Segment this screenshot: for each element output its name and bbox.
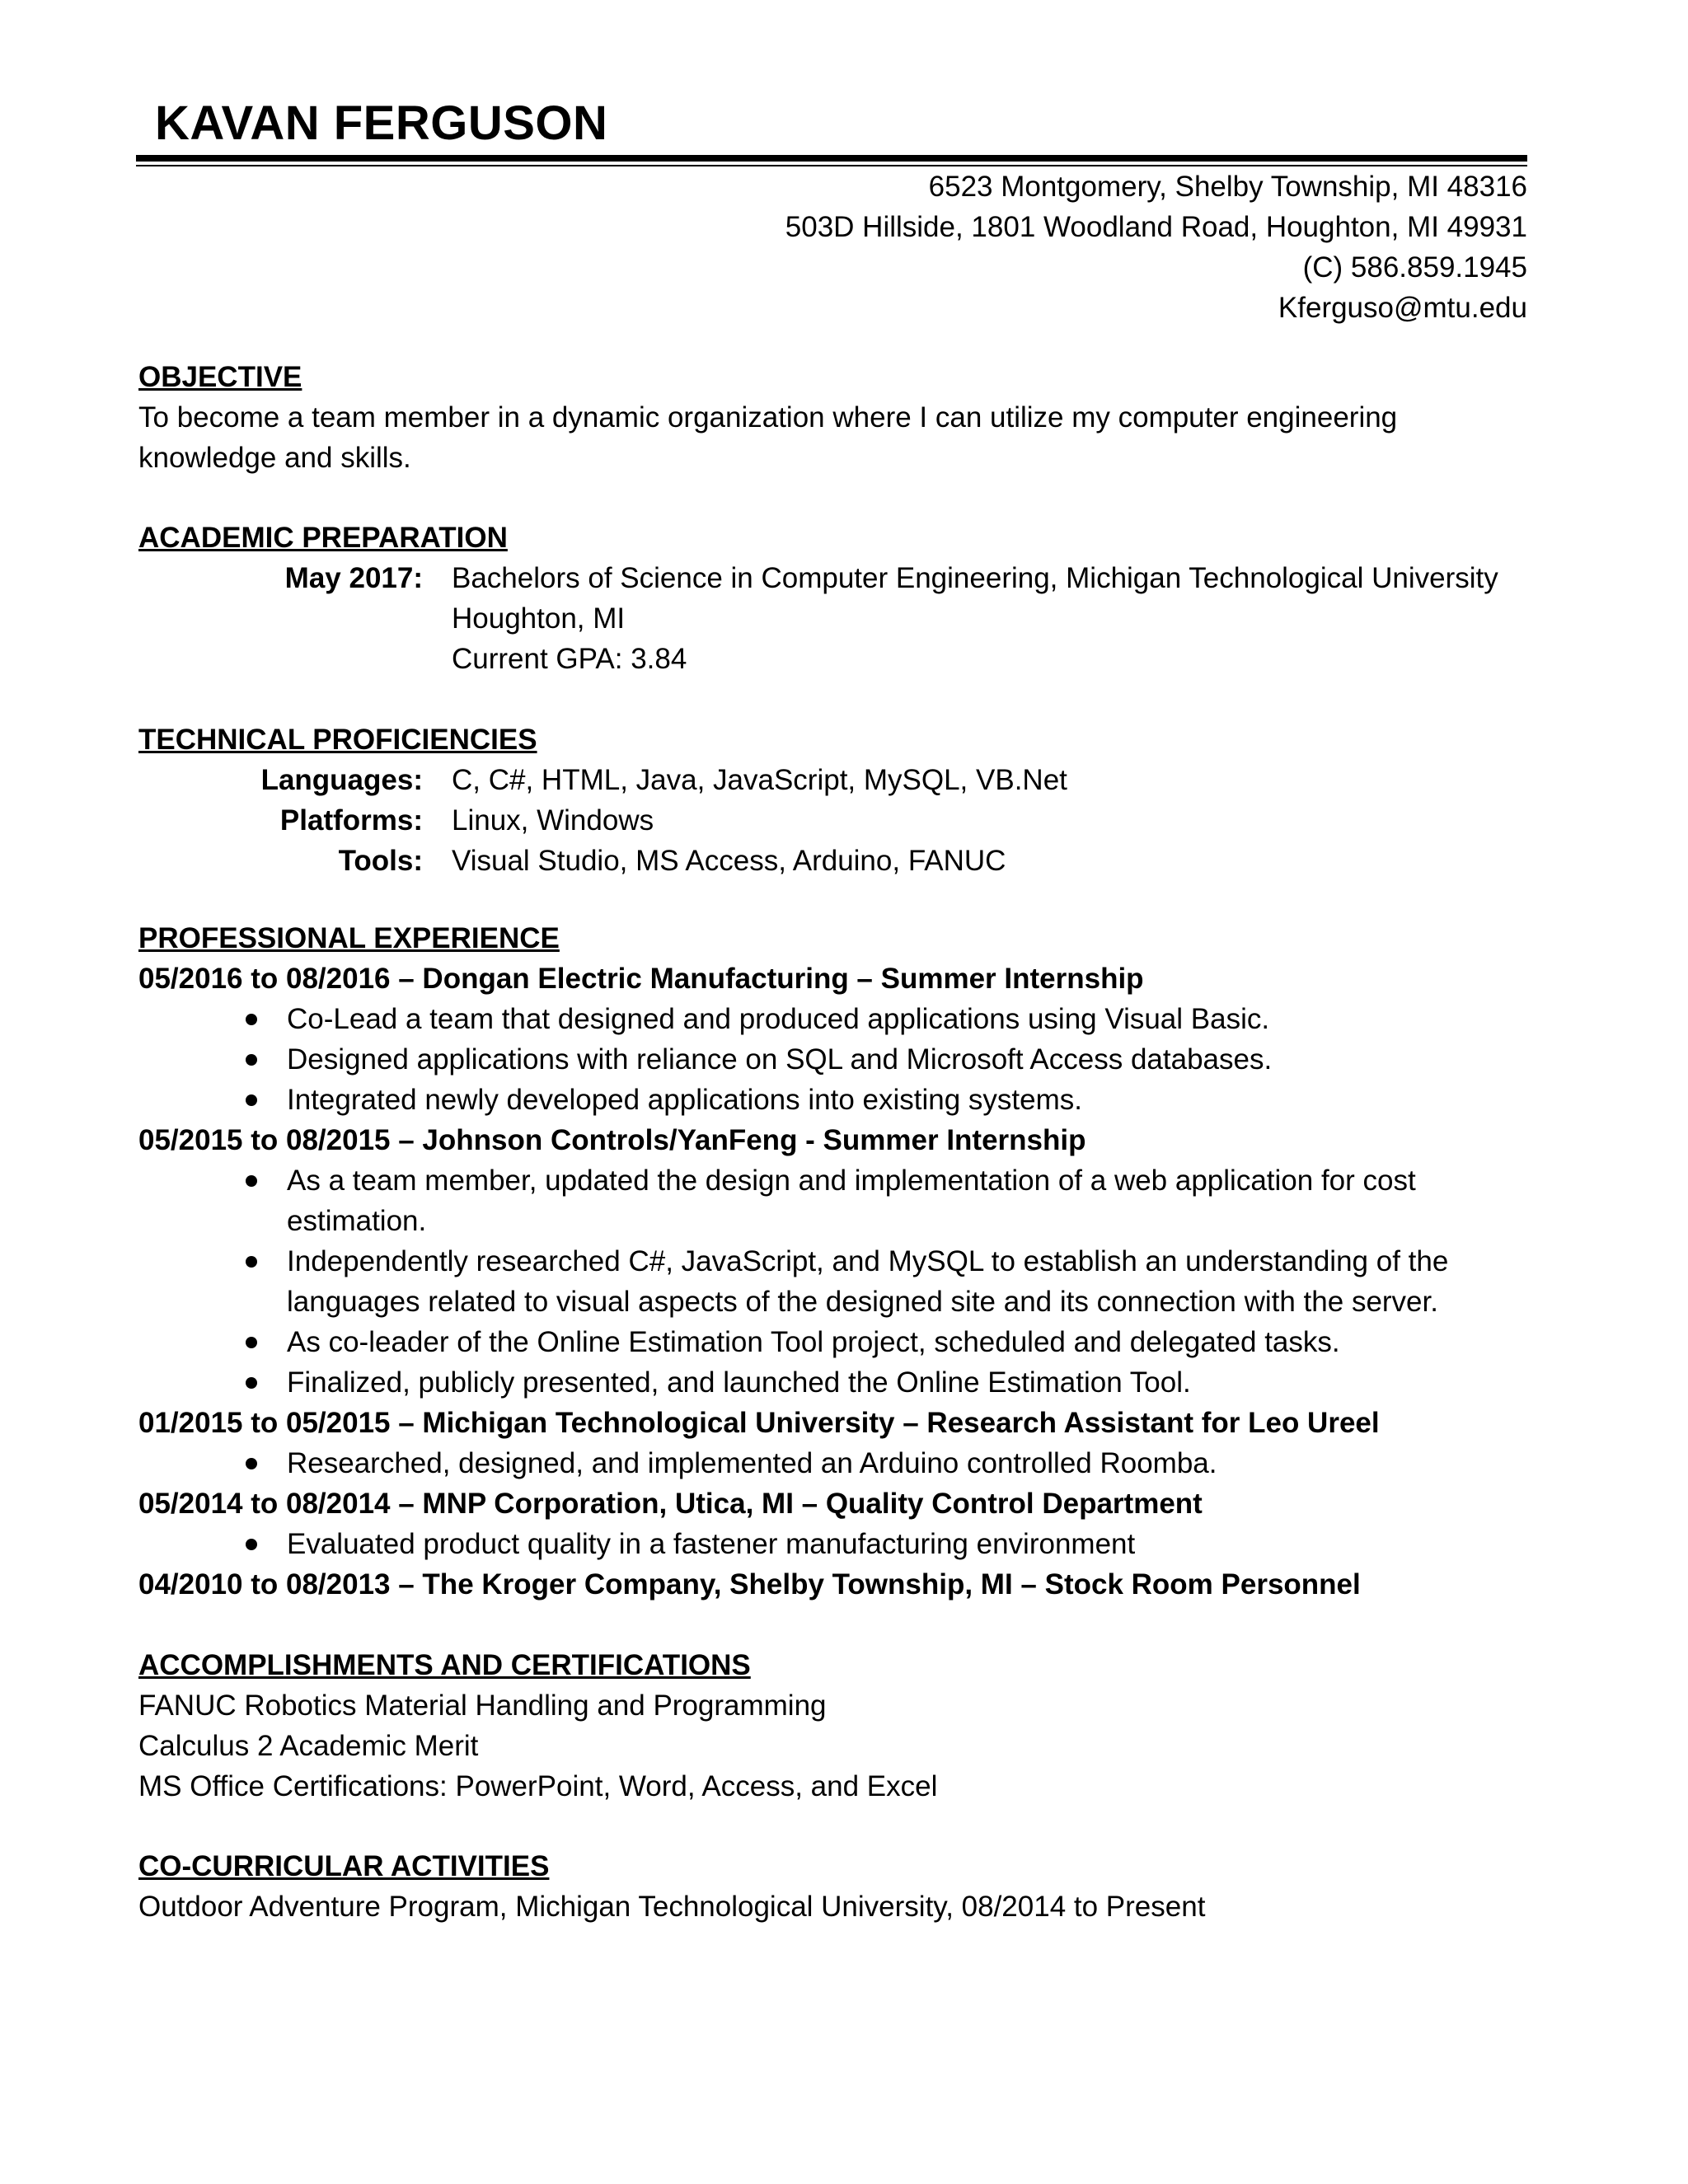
academic-date: May 2017: bbox=[284, 562, 423, 594]
bullet-text: Evaluated product quality in a fastener manufacturing environment bbox=[287, 1528, 1136, 1560]
bullet-icon bbox=[246, 1377, 257, 1389]
accomplishment-item: MS Office Certifications: PowerPoint, Word, Access, and Excel bbox=[138, 1770, 938, 1802]
list-item bbox=[138, 1241, 1523, 1322]
technical-label: Tools: bbox=[338, 845, 423, 877]
job-title: 05/2014 to 08/2014 – MNP Corporation, Utica, MI – Quality Control Department bbox=[138, 1488, 1203, 1520]
candidate-name: KAVAN FERGUSON bbox=[155, 96, 608, 150]
list-item bbox=[138, 1322, 1523, 1362]
technical-row bbox=[138, 800, 1540, 841]
technical-value: C, C#, HTML, Java, JavaScript, MySQL, VB.Net bbox=[452, 764, 1067, 796]
bullet-text: Co-Lead a team that designed and produced applications using Visual Basic. bbox=[287, 1003, 1270, 1035]
technical-value: Visual Studio, MS Access, Arduino, FANUC bbox=[452, 845, 1006, 877]
academic-section bbox=[138, 518, 1540, 679]
job-title: 05/2015 to 08/2015 – Johnson Controls/YanFeng - Summer Internship bbox=[138, 1124, 1086, 1156]
bullet-icon bbox=[246, 1256, 257, 1268]
contact-block bbox=[785, 166, 1527, 328]
cocurricular-item: Outdoor Adventure Program, Michigan Technological University, 08/2014 to Present bbox=[138, 1891, 1206, 1923]
cocurricular-section bbox=[138, 1846, 1540, 1927]
accomplishments-section bbox=[138, 1645, 1540, 1807]
bullet-icon bbox=[246, 1539, 257, 1550]
list-item bbox=[138, 1160, 1523, 1241]
job-title: 05/2016 to 08/2016 – Dongan Electric Manufacturing – Summer Internship bbox=[138, 963, 1144, 995]
academic-degree: Bachelors of Science in Computer Engineering, Michigan Technological University bbox=[452, 562, 1498, 594]
bullet-text: As co-leader of the Online Estimation Tool project, scheduled and delegated tasks. bbox=[287, 1326, 1340, 1358]
contact-address-school: 503D Hillside, 1801 Woodland Road, Houghton, MI 49931 bbox=[785, 211, 1527, 243]
bullet-icon bbox=[246, 1175, 257, 1187]
bullet-text: Integrated newly developed applications into existing systems. bbox=[287, 1084, 1082, 1116]
header-rule-thick bbox=[136, 155, 1527, 162]
academic-row bbox=[138, 558, 1540, 598]
job-bullets bbox=[138, 1160, 1540, 1403]
objective-text: To become a team member in a dynamic organization where I can utilize my computer engineering knowledge and skills. bbox=[138, 401, 1398, 474]
job-bullets bbox=[138, 999, 1540, 1120]
list-item bbox=[138, 1443, 1523, 1483]
objective-heading: OBJECTIVE bbox=[138, 361, 302, 393]
job-title: 01/2015 to 05/2015 – Michigan Technological University – Research Assistant for Leo Ureel bbox=[138, 1407, 1380, 1439]
cocurricular-heading: CO-CURRICULAR ACTIVITIES bbox=[138, 1850, 550, 1882]
contact-address-home: 6523 Montgomery, Shelby Township, MI 48316 bbox=[928, 171, 1527, 203]
job-title: 04/2010 to 08/2013 – The Kroger Company, Shelby Township, MI – Stock Room Personnel bbox=[138, 1568, 1361, 1601]
list-item bbox=[138, 1362, 1523, 1403]
academic-gpa: Current GPA: 3.84 bbox=[452, 643, 687, 675]
bullet-icon bbox=[246, 1094, 257, 1106]
technical-heading: TECHNICAL PROFICIENCIES bbox=[138, 724, 537, 756]
experience-section bbox=[138, 918, 1540, 1605]
academic-row bbox=[138, 598, 1540, 639]
technical-value: Linux, Windows bbox=[452, 804, 654, 837]
list-item bbox=[138, 999, 1523, 1039]
accomplishments-heading: ACCOMPLISHMENTS AND CERTIFICATIONS bbox=[138, 1649, 751, 1681]
technical-label: Languages: bbox=[260, 764, 423, 796]
accomplishment-item: Calculus 2 Academic Merit bbox=[138, 1730, 479, 1762]
academic-heading: ACADEMIC PREPARATION bbox=[138, 522, 508, 554]
job-bullets bbox=[138, 1524, 1540, 1564]
technical-section bbox=[138, 719, 1540, 881]
list-item bbox=[138, 1524, 1523, 1564]
list-item bbox=[138, 1039, 1523, 1080]
bullet-text: Designed applications with reliance on SQL and Microsoft Access databases. bbox=[287, 1043, 1273, 1076]
bullet-text: As a team member, updated the design and implementation of a web application for cost estimation. bbox=[287, 1165, 1416, 1237]
experience-heading: PROFESSIONAL EXPERIENCE bbox=[138, 922, 560, 954]
technical-label: Platforms: bbox=[279, 804, 423, 837]
bullet-icon bbox=[246, 1054, 257, 1066]
contact-phone: (C) 586.859.1945 bbox=[1302, 251, 1527, 284]
academic-location: Houghton, MI bbox=[452, 602, 626, 635]
bullet-icon bbox=[246, 1458, 257, 1469]
job-bullets bbox=[138, 1443, 1540, 1483]
bullet-text: Finalized, publicly presented, and launched the Online Estimation Tool. bbox=[287, 1366, 1191, 1399]
list-item bbox=[138, 1080, 1523, 1120]
technical-row bbox=[138, 841, 1540, 881]
contact-email: Kferguso@mtu.edu bbox=[1278, 292, 1527, 324]
accomplishment-item: FANUC Robotics Material Handling and Programming bbox=[138, 1690, 827, 1722]
objective-section bbox=[138, 357, 1540, 478]
technical-row bbox=[138, 760, 1540, 800]
bullet-text: Researched, designed, and implemented an Arduino controlled Roomba. bbox=[287, 1447, 1217, 1479]
academic-row bbox=[138, 639, 1540, 679]
bullet-icon bbox=[246, 1014, 257, 1025]
bullet-text: Independently researched C#, JavaScript, and MySQL to establish an understanding of the languages related to visual aspects of the designed site and its connection with the server. bbox=[287, 1245, 1449, 1318]
bullet-icon bbox=[246, 1337, 257, 1348]
